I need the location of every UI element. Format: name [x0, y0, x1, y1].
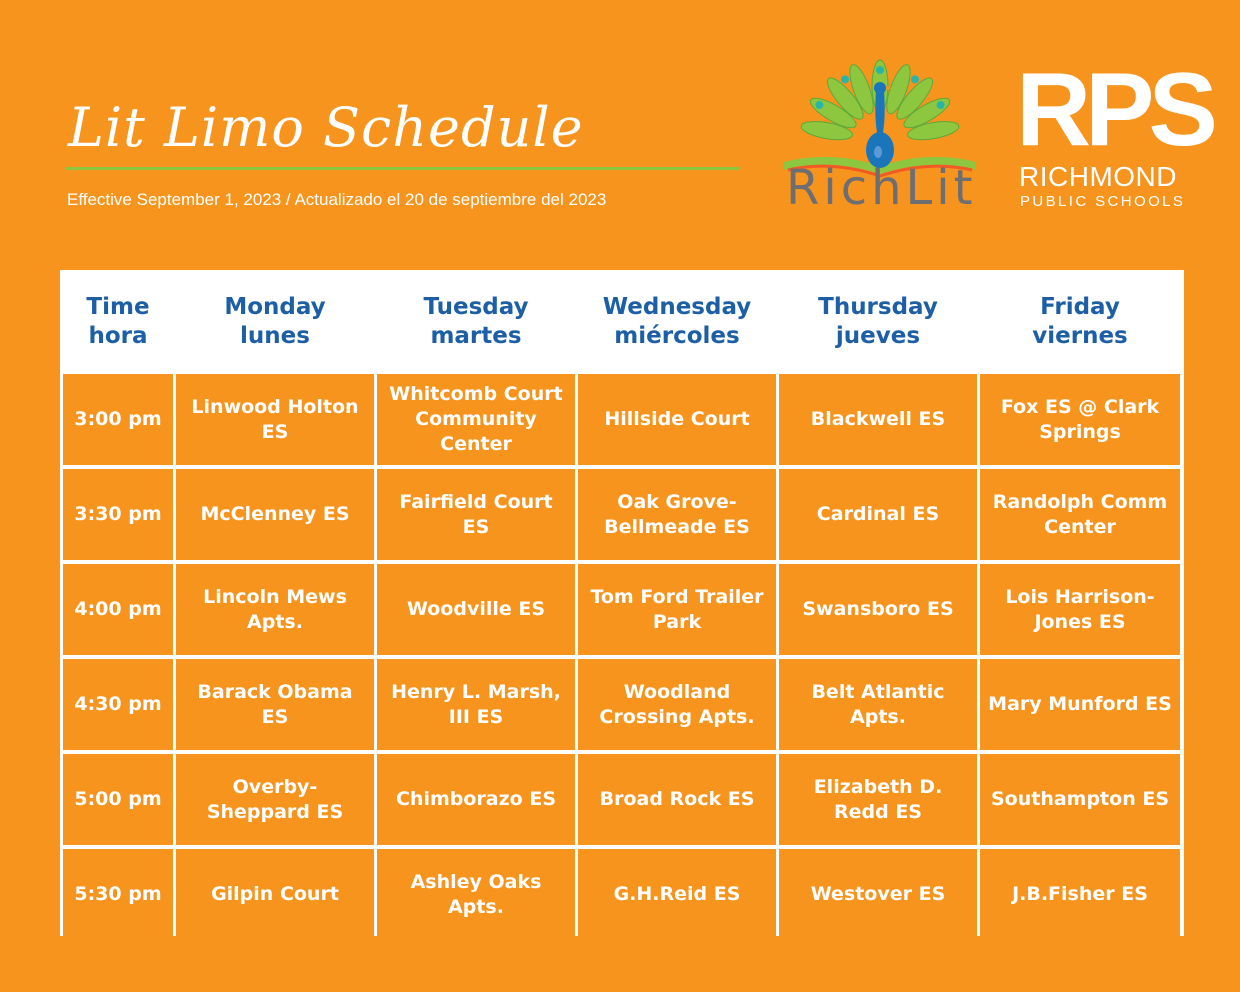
schedule-cell: Whitcomb Court Community Center — [377, 374, 575, 465]
header-monday — [176, 273, 374, 370]
schedule-cell: Elizabeth D. Redd ES — [779, 754, 977, 845]
header-thursday — [779, 273, 977, 370]
schedule-cell: Hillside Court — [578, 374, 776, 465]
schedule-table — [60, 270, 1184, 936]
schedule-cell: J.B.Fisher ES — [980, 849, 1180, 940]
schedule-cell: Blackwell ES — [779, 374, 977, 465]
header-en: Wednesday — [602, 293, 752, 320]
schedule-cell: Barack Obama ES — [176, 659, 374, 750]
schedule-cell: Mary Munford ES — [980, 659, 1180, 750]
schedule-cell: Lois Harrison-Jones ES — [980, 564, 1180, 655]
schedule-cell: Lincoln Mews Apts. — [176, 564, 374, 655]
schedule-cell: Woodland Crossing Apts. — [578, 659, 776, 750]
header-en: Friday — [1040, 293, 1120, 320]
schedule-cell: Ashley Oaks Apts. — [377, 849, 575, 940]
header-en: Monday — [224, 293, 326, 320]
header-en: Time — [86, 293, 150, 320]
header-tuesday — [377, 273, 575, 370]
time-cell: 4:30 pm — [63, 659, 173, 750]
schedule-cell: Belt Atlantic Apts. — [779, 659, 977, 750]
header-es: viernes — [1032, 322, 1128, 349]
schedule-cell: Henry L. Marsh, III ES — [377, 659, 575, 750]
schedule-cell: Chimborazo ES — [377, 754, 575, 845]
time-cell: 4:00 pm — [63, 564, 173, 655]
header-es: hora — [88, 322, 148, 349]
schedule-cell: Swansboro ES — [779, 564, 977, 655]
rps-city: RICHMOND — [1019, 161, 1177, 192]
schedule-cell: Cardinal ES — [779, 469, 977, 560]
schedule-cell: Randolph Comm Center — [980, 469, 1180, 560]
header-es: jueves — [835, 322, 921, 349]
time-cell: 3:30 pm — [63, 469, 173, 560]
effective-date: Effective September 1, 2023 / Actualizado el 20 de septiembre del 2023 — [67, 190, 607, 209]
schedule-cell: Oak Grove-Bellmeade ES — [578, 469, 776, 560]
header-en: Tuesday — [423, 293, 529, 320]
header-en: Thursday — [818, 293, 938, 320]
header-es: miércoles — [614, 322, 740, 349]
schedule-cell: Broad Rock ES — [578, 754, 776, 845]
schedule-cell: McClenney ES — [176, 469, 374, 560]
schedule-cell: Gilpin Court — [176, 849, 374, 940]
time-cell: 5:00 pm — [63, 754, 173, 845]
time-cell: 3:00 pm — [63, 374, 173, 465]
header-es: lunes — [240, 322, 310, 349]
richlit-wordmark: RichLit — [786, 160, 977, 216]
schedule-cell: Fox ES @ Clark Springs — [980, 374, 1180, 465]
header-time — [63, 273, 173, 370]
header-wednesday — [578, 273, 776, 370]
header-es: martes — [430, 322, 522, 349]
schedule-cell: Tom Ford Trailer Park — [578, 564, 776, 655]
header-friday — [980, 273, 1180, 370]
schedule-cell: Fairfield Court ES — [377, 469, 575, 560]
page-title: Lit Limo Schedule — [68, 96, 584, 159]
schedule-cell: Linwood Holton ES — [176, 374, 374, 465]
schedule-cell: Westover ES — [779, 849, 977, 940]
schedule-cell: Woodville ES — [377, 564, 575, 655]
schedule-cell: Overby-Sheppard ES — [176, 754, 374, 845]
schedule-cell: Southampton ES — [980, 754, 1180, 845]
title-underline — [66, 167, 740, 170]
rps-tagline: PUBLIC SCHOOLS — [1020, 193, 1186, 210]
time-cell: 5:30 pm — [63, 849, 173, 940]
schedule-cell: G.H.Reid ES — [578, 849, 776, 940]
rps-logo: RPS — [1016, 52, 1212, 168]
